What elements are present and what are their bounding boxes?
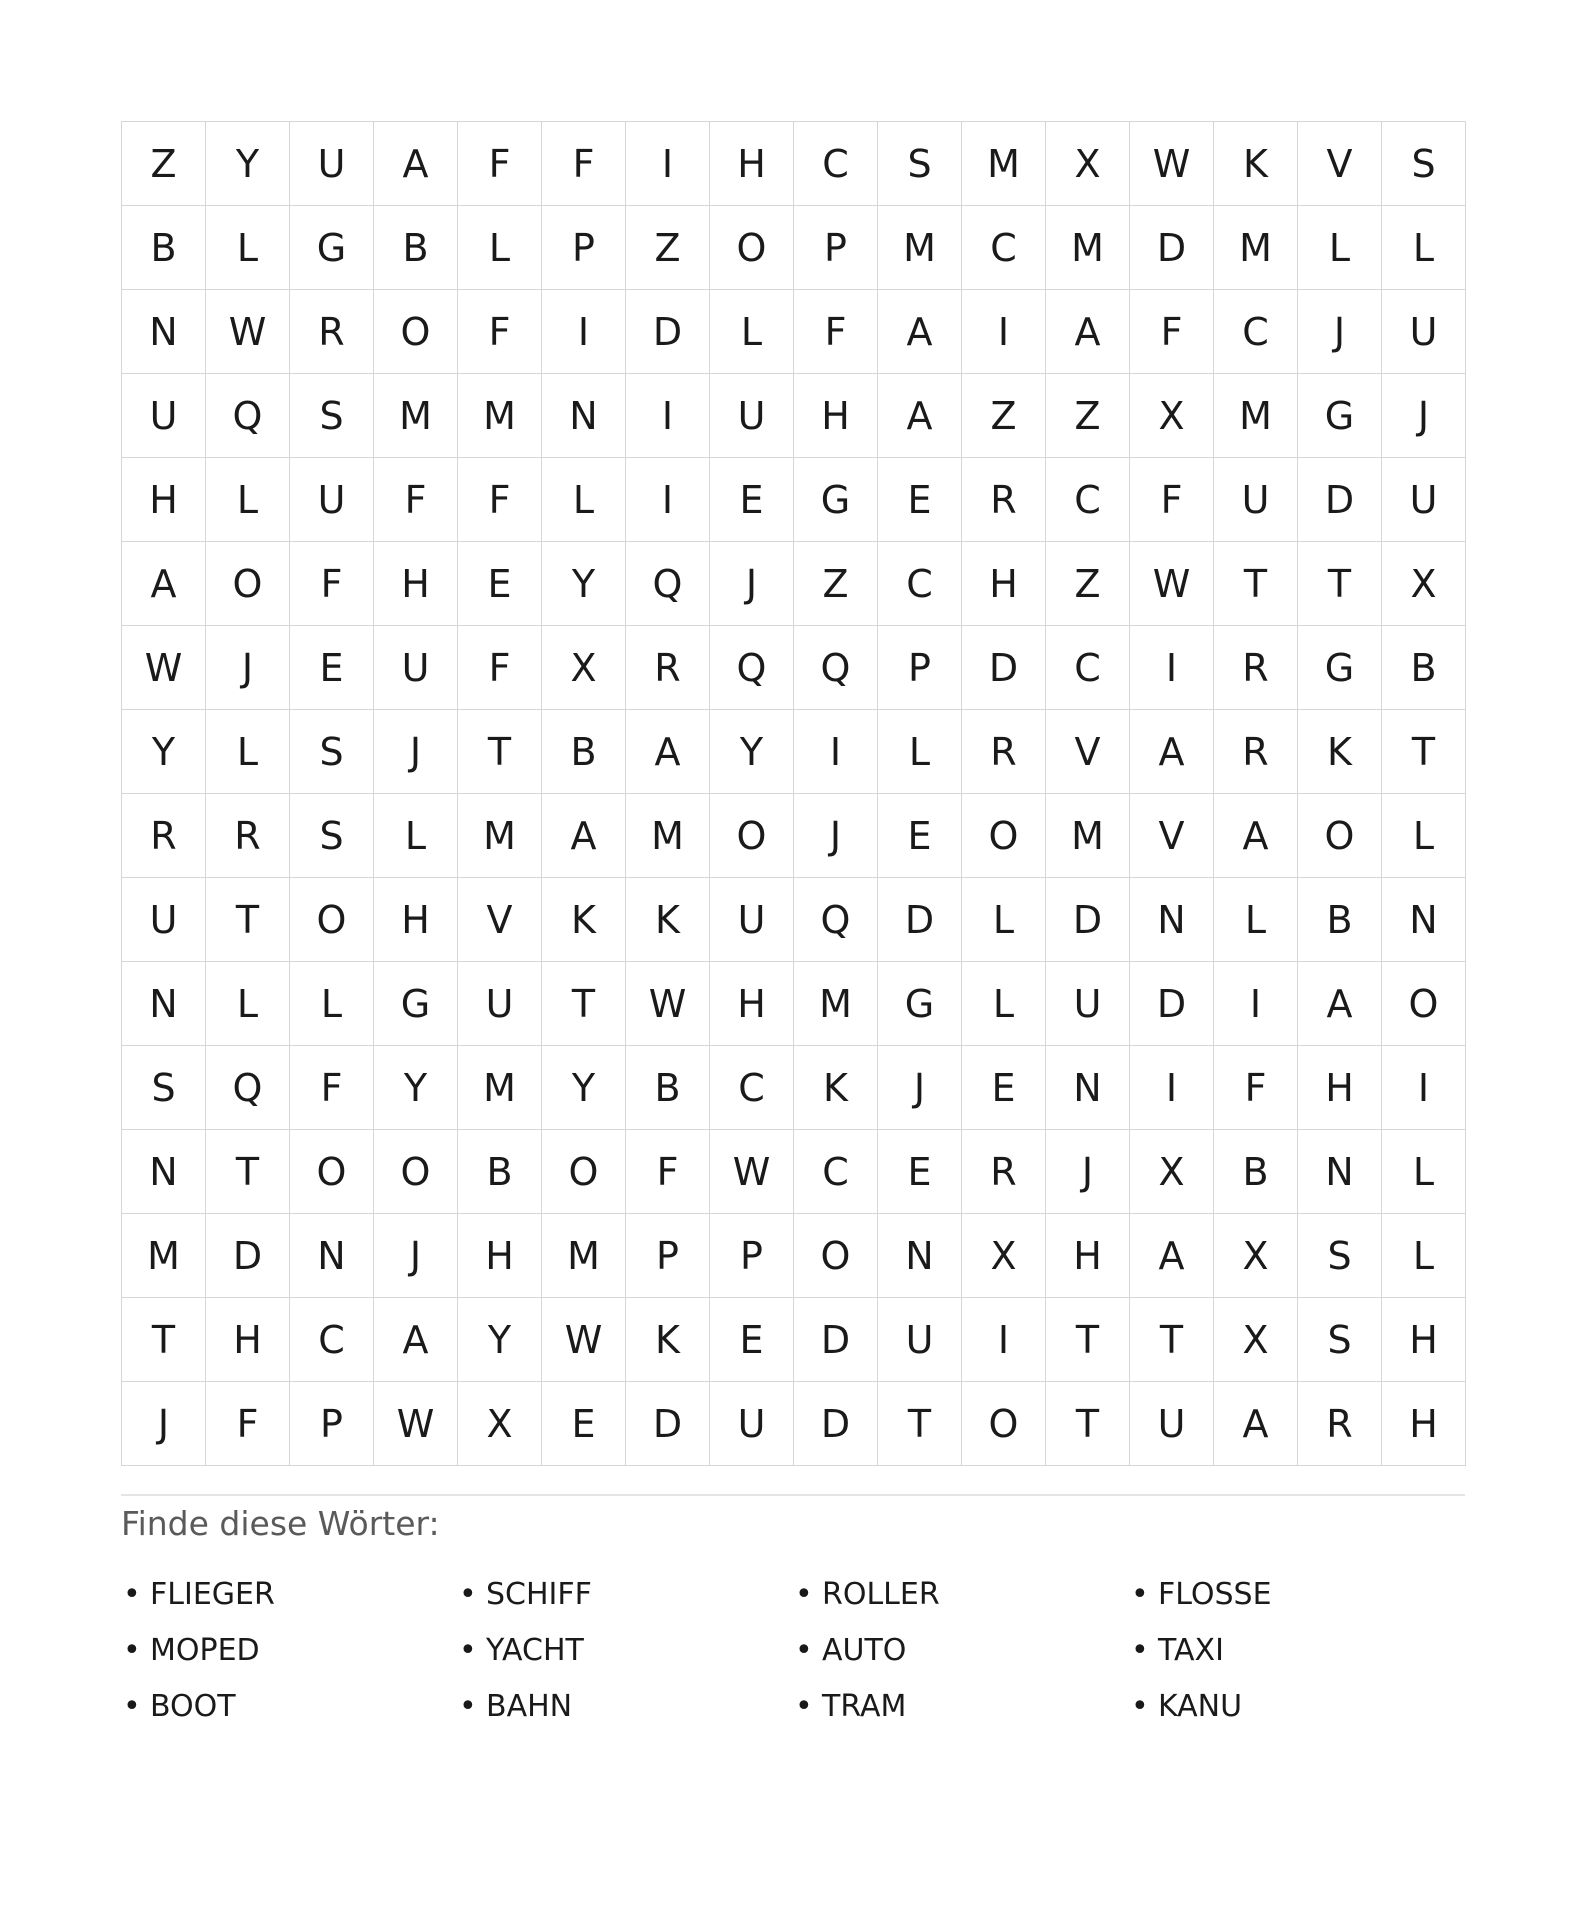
grid-cell[interactable]: A <box>374 1298 458 1382</box>
grid-cell[interactable]: H <box>1298 1046 1382 1130</box>
grid-cell[interactable]: O <box>290 878 374 962</box>
grid-cell[interactable]: U <box>878 1298 962 1382</box>
grid-cell[interactable]: L <box>206 458 290 542</box>
grid-cell[interactable]: D <box>1130 962 1214 1046</box>
grid-cell[interactable]: R <box>1214 710 1298 794</box>
grid-cell[interactable]: P <box>290 1382 374 1466</box>
word-list-item <box>1129 1566 1465 1622</box>
grid-cell[interactable]: X <box>962 1214 1046 1298</box>
grid-cell[interactable]: K <box>794 1046 878 1130</box>
grid-cell[interactable]: Q <box>710 626 794 710</box>
grid-cell[interactable]: B <box>122 206 206 290</box>
word-label: TRAM <box>822 1688 907 1724</box>
grid-cell[interactable]: O <box>206 542 290 626</box>
bullet: • <box>459 1632 477 1668</box>
grid-cell[interactable]: H <box>122 458 206 542</box>
grid-cell[interactable]: H <box>374 878 458 962</box>
grid-cell[interactable]: U <box>710 374 794 458</box>
grid-cell[interactable]: Y <box>542 542 626 626</box>
grid-cell[interactable]: Q <box>794 878 878 962</box>
grid-cell[interactable]: Q <box>206 374 290 458</box>
grid-cell[interactable]: V <box>1130 794 1214 878</box>
grid-cell[interactable]: F <box>626 1130 710 1214</box>
grid-cell[interactable]: S <box>878 122 962 206</box>
grid-cell[interactable]: D <box>1046 878 1130 962</box>
grid-cell[interactable]: L <box>542 458 626 542</box>
word-list-item <box>121 1678 457 1734</box>
grid-cell[interactable]: M <box>794 962 878 1046</box>
grid-cell[interactable]: S <box>290 374 374 458</box>
grid-cell[interactable]: V <box>1298 122 1382 206</box>
grid-cell[interactable]: B <box>458 1130 542 1214</box>
grid-cell[interactable]: X <box>1046 122 1130 206</box>
grid-cell[interactable]: C <box>1046 626 1130 710</box>
word-label: ROLLER <box>822 1576 940 1612</box>
word-list-item <box>1129 1622 1465 1678</box>
grid-cell[interactable]: A <box>1130 710 1214 794</box>
grid-cell[interactable]: V <box>1046 710 1130 794</box>
word-label: BOOT <box>150 1688 236 1724</box>
grid-cell[interactable]: C <box>794 1130 878 1214</box>
grid-cell[interactable]: N <box>122 290 206 374</box>
word-list-item <box>793 1678 1129 1734</box>
grid-cell[interactable]: G <box>374 962 458 1046</box>
grid-cell[interactable]: T <box>122 1298 206 1382</box>
word-list-item <box>793 1622 1129 1678</box>
grid-cell[interactable]: J <box>710 542 794 626</box>
grid-cell[interactable]: O <box>290 1130 374 1214</box>
grid-cell[interactable]: C <box>1046 458 1130 542</box>
grid-cell[interactable]: A <box>1214 1382 1298 1466</box>
grid-cell[interactable]: N <box>1130 878 1214 962</box>
grid-cell[interactable]: U <box>374 626 458 710</box>
grid-cell[interactable]: I <box>626 374 710 458</box>
grid-cell[interactable]: W <box>122 626 206 710</box>
grid-cell[interactable]: F <box>458 290 542 374</box>
grid-cell[interactable]: G <box>1298 374 1382 458</box>
grid-cell[interactable]: R <box>626 626 710 710</box>
bullet: • <box>1131 1576 1149 1612</box>
word-label: KANU <box>1158 1688 1243 1724</box>
grid-cell[interactable]: F <box>458 122 542 206</box>
grid-cell[interactable]: W <box>710 1130 794 1214</box>
bullet: • <box>1131 1632 1149 1668</box>
grid-cell[interactable]: K <box>626 878 710 962</box>
grid-cell[interactable]: O <box>1298 794 1382 878</box>
grid-cell[interactable]: L <box>1382 206 1466 290</box>
grid-cell[interactable]: I <box>626 458 710 542</box>
letter-grid <box>121 121 1466 1466</box>
bullet: • <box>795 1688 813 1724</box>
grid-cell[interactable]: I <box>542 290 626 374</box>
grid-cell[interactable]: U <box>290 122 374 206</box>
grid-cell[interactable]: E <box>878 1130 962 1214</box>
grid-cell[interactable]: L <box>878 710 962 794</box>
grid-cell[interactable]: W <box>1130 542 1214 626</box>
grid-cell[interactable]: U <box>1130 1382 1214 1466</box>
grid-cell[interactable]: H <box>1382 1382 1466 1466</box>
grid-cell[interactable]: R <box>962 1130 1046 1214</box>
grid-cell[interactable]: Z <box>794 542 878 626</box>
bullet: • <box>123 1632 141 1668</box>
grid-cell[interactable]: P <box>626 1214 710 1298</box>
word-label: AUTO <box>822 1632 907 1668</box>
grid-cell[interactable]: O <box>1382 962 1466 1046</box>
grid-cell[interactable]: U <box>1214 458 1298 542</box>
grid-cell[interactable]: F <box>290 1046 374 1130</box>
grid-cell[interactable]: Z <box>1046 374 1130 458</box>
grid-cell[interactable]: X <box>1382 542 1466 626</box>
grid-cell[interactable]: B <box>1382 626 1466 710</box>
grid-cell[interactable]: T <box>1046 1382 1130 1466</box>
grid-cell[interactable]: T <box>1382 710 1466 794</box>
grid-cell[interactable]: N <box>1046 1046 1130 1130</box>
grid-cell[interactable]: M <box>1214 206 1298 290</box>
grid-cell[interactable]: U <box>122 374 206 458</box>
grid-cell[interactable]: J <box>206 626 290 710</box>
grid-cell[interactable]: J <box>1046 1130 1130 1214</box>
grid-cell[interactable]: T <box>206 878 290 962</box>
grid-cell[interactable]: L <box>458 206 542 290</box>
grid-cell[interactable]: H <box>458 1214 542 1298</box>
grid-cell[interactable]: F <box>1130 290 1214 374</box>
grid-cell[interactable]: F <box>206 1382 290 1466</box>
grid-cell[interactable]: A <box>374 122 458 206</box>
grid-cell[interactable]: D <box>878 878 962 962</box>
grid-cell[interactable]: W <box>626 962 710 1046</box>
grid-cell[interactable]: T <box>1214 542 1298 626</box>
grid-cell[interactable]: I <box>962 290 1046 374</box>
grid-cell[interactable]: D <box>962 626 1046 710</box>
grid-cell[interactable]: B <box>626 1046 710 1130</box>
grid-cell[interactable]: Z <box>962 374 1046 458</box>
grid-cell[interactable]: Y <box>542 1046 626 1130</box>
grid-cell[interactable]: L <box>206 206 290 290</box>
grid-cell[interactable]: Q <box>626 542 710 626</box>
grid-cell[interactable]: R <box>962 710 1046 794</box>
grid-cell[interactable]: L <box>374 794 458 878</box>
grid-cell[interactable]: R <box>206 794 290 878</box>
grid-cell[interactable]: L <box>1214 878 1298 962</box>
grid-cell[interactable]: H <box>962 542 1046 626</box>
grid-cell[interactable]: M <box>458 1046 542 1130</box>
grid-cell[interactable]: S <box>1298 1298 1382 1382</box>
grid-cell[interactable]: C <box>794 122 878 206</box>
grid-cell[interactable]: A <box>1046 290 1130 374</box>
grid-cell[interactable]: R <box>290 290 374 374</box>
grid-cell[interactable]: W <box>374 1382 458 1466</box>
grid-cell[interactable]: K <box>1214 122 1298 206</box>
grid-cell[interactable]: E <box>962 1046 1046 1130</box>
grid-cell[interactable]: I <box>962 1298 1046 1382</box>
grid-cell[interactable]: L <box>710 290 794 374</box>
grid-cell[interactable]: A <box>122 542 206 626</box>
word-list-heading: Finde diese Wörter: <box>121 1504 440 1543</box>
grid-cell[interactable]: Y <box>458 1298 542 1382</box>
grid-cell[interactable]: H <box>794 374 878 458</box>
grid-cell[interactable]: F <box>458 458 542 542</box>
grid-cell[interactable]: I <box>1130 626 1214 710</box>
word-list <box>121 1566 1465 1734</box>
grid-cell[interactable]: E <box>710 1298 794 1382</box>
grid-cell[interactable]: O <box>374 1130 458 1214</box>
grid-cell[interactable]: N <box>1298 1130 1382 1214</box>
grid-cell[interactable]: D <box>794 1298 878 1382</box>
grid-cell[interactable]: S <box>290 794 374 878</box>
grid-cell[interactable]: B <box>374 206 458 290</box>
grid-cell[interactable]: T <box>542 962 626 1046</box>
word-label: SCHIFF <box>486 1576 592 1612</box>
bullet: • <box>459 1576 477 1612</box>
word-list-item <box>457 1622 793 1678</box>
grid-cell[interactable]: X <box>1130 1130 1214 1214</box>
grid-cell[interactable]: M <box>458 794 542 878</box>
grid-cell[interactable]: O <box>542 1130 626 1214</box>
grid-cell[interactable]: M <box>962 122 1046 206</box>
grid-cell[interactable]: R <box>1214 626 1298 710</box>
word-label: BAHN <box>486 1688 573 1724</box>
grid-cell[interactable]: L <box>1382 1130 1466 1214</box>
grid-cell[interactable]: X <box>1130 374 1214 458</box>
grid-cell[interactable]: L <box>206 962 290 1046</box>
grid-cell[interactable]: M <box>878 206 962 290</box>
grid-cell[interactable]: T <box>206 1130 290 1214</box>
grid-cell[interactable]: F <box>1130 458 1214 542</box>
grid-cell[interactable]: F <box>1214 1046 1298 1130</box>
word-label: FLOSSE <box>1158 1576 1272 1612</box>
grid-cell[interactable]: A <box>878 374 962 458</box>
word-list-item <box>457 1678 793 1734</box>
grid-cell[interactable]: M <box>374 374 458 458</box>
grid-cell[interactable]: A <box>1214 794 1298 878</box>
word-label: FLIEGER <box>150 1576 275 1612</box>
grid-cell[interactable]: W <box>542 1298 626 1382</box>
grid-cell[interactable]: J <box>878 1046 962 1130</box>
grid-cell[interactable]: X <box>1214 1298 1298 1382</box>
grid-cell[interactable]: T <box>458 710 542 794</box>
grid-cell[interactable]: G <box>878 962 962 1046</box>
grid-cell[interactable]: N <box>542 374 626 458</box>
grid-cell[interactable]: T <box>1046 1298 1130 1382</box>
word-label: YACHT <box>486 1632 584 1668</box>
bullet: • <box>1131 1688 1149 1724</box>
grid-cell[interactable]: J <box>374 710 458 794</box>
grid-cell[interactable]: M <box>1214 374 1298 458</box>
grid-cell[interactable]: B <box>1298 878 1382 962</box>
grid-cell[interactable]: O <box>962 1382 1046 1466</box>
grid-cell[interactable]: R <box>1298 1382 1382 1466</box>
grid-cell[interactable]: Y <box>122 710 206 794</box>
grid-cell[interactable]: Q <box>794 626 878 710</box>
grid-cell[interactable]: F <box>290 542 374 626</box>
grid-cell[interactable]: M <box>458 374 542 458</box>
grid-cell[interactable]: Y <box>206 122 290 206</box>
grid-cell[interactable]: H <box>1382 1298 1466 1382</box>
grid-cell[interactable]: Y <box>374 1046 458 1130</box>
grid-cell[interactable]: H <box>206 1298 290 1382</box>
grid-cell[interactable]: P <box>878 626 962 710</box>
grid-cell[interactable]: C <box>710 1046 794 1130</box>
grid-cell[interactable]: F <box>542 122 626 206</box>
grid-cell[interactable]: I <box>1130 1046 1214 1130</box>
grid-cell[interactable]: U <box>290 458 374 542</box>
grid-cell[interactable]: L <box>1382 794 1466 878</box>
grid-cell[interactable]: O <box>710 794 794 878</box>
grid-cell[interactable]: P <box>542 206 626 290</box>
grid-cell[interactable]: Z <box>122 122 206 206</box>
grid-cell[interactable]: I <box>794 710 878 794</box>
grid-cell[interactable]: K <box>542 878 626 962</box>
grid-cell[interactable]: L <box>962 962 1046 1046</box>
grid-cell[interactable]: D <box>1298 458 1382 542</box>
word-label: TAXI <box>1158 1632 1224 1668</box>
grid-cell[interactable]: N <box>1382 878 1466 962</box>
word-list-item <box>121 1622 457 1678</box>
grid-cell[interactable]: Q <box>206 1046 290 1130</box>
grid-cell[interactable]: U <box>458 962 542 1046</box>
word-list-item <box>1129 1678 1465 1734</box>
grid-cell[interactable]: L <box>206 710 290 794</box>
grid-cell[interactable]: O <box>794 1214 878 1298</box>
grid-cell[interactable]: L <box>962 878 1046 962</box>
grid-cell[interactable]: W <box>1130 122 1214 206</box>
grid-cell[interactable]: E <box>710 458 794 542</box>
grid-cell[interactable]: H <box>710 962 794 1046</box>
grid-cell[interactable]: J <box>1298 290 1382 374</box>
grid-cell[interactable]: A <box>542 794 626 878</box>
word-list-item <box>121 1566 457 1622</box>
grid-cell[interactable]: F <box>458 626 542 710</box>
grid-cell[interactable]: X <box>542 626 626 710</box>
grid-cell[interactable]: J <box>1382 374 1466 458</box>
word-search-puzzle <box>121 121 1465 1734</box>
grid-cell[interactable]: I <box>1214 962 1298 1046</box>
grid-cell[interactable]: P <box>710 1214 794 1298</box>
grid-cell[interactable]: C <box>290 1298 374 1382</box>
grid-cell[interactable]: D <box>1130 206 1214 290</box>
grid-cell[interactable]: L <box>1382 1214 1466 1298</box>
grid-cell[interactable]: H <box>374 542 458 626</box>
grid-cell[interactable]: F <box>374 458 458 542</box>
divider <box>121 1494 1465 1496</box>
grid-cell[interactable]: U <box>1382 458 1466 542</box>
grid-cell[interactable]: S <box>1382 122 1466 206</box>
grid-cell[interactable]: M <box>1046 206 1130 290</box>
grid-cell[interactable]: R <box>122 794 206 878</box>
word-label: MOPED <box>150 1632 260 1668</box>
grid-cell[interactable]: U <box>1046 962 1130 1046</box>
grid-cell[interactable]: L <box>1298 206 1382 290</box>
grid-cell[interactable]: E <box>878 458 962 542</box>
grid-cell[interactable]: D <box>626 1382 710 1466</box>
grid-cell[interactable]: D <box>206 1214 290 1298</box>
grid-cell[interactable]: S <box>122 1046 206 1130</box>
grid-cell[interactable]: U <box>122 878 206 962</box>
grid-cell[interactable]: D <box>626 290 710 374</box>
grid-cell[interactable]: N <box>122 962 206 1046</box>
grid-cell[interactable]: K <box>1298 710 1382 794</box>
grid-cell[interactable]: Z <box>626 206 710 290</box>
grid-cell[interactable]: U <box>1382 290 1466 374</box>
grid-cell[interactable]: E <box>878 794 962 878</box>
grid-cell[interactable]: R <box>962 458 1046 542</box>
grid-cell[interactable]: V <box>458 878 542 962</box>
grid-cell[interactable]: I <box>626 122 710 206</box>
grid-cell[interactable]: T <box>1298 542 1382 626</box>
grid-cell[interactable]: N <box>290 1214 374 1298</box>
grid-cell[interactable]: X <box>1214 1214 1298 1298</box>
word-list-item <box>793 1566 1129 1622</box>
grid-cell[interactable]: E <box>290 626 374 710</box>
grid-cell[interactable]: I <box>1382 1046 1466 1130</box>
grid-cell[interactable]: G <box>794 458 878 542</box>
grid-cell[interactable]: U <box>710 878 794 962</box>
grid-cell[interactable]: A <box>626 710 710 794</box>
grid-cell[interactable]: Z <box>1046 542 1130 626</box>
grid-cell[interactable]: C <box>1214 290 1298 374</box>
grid-cell[interactable]: C <box>878 542 962 626</box>
grid-cell[interactable]: J <box>794 794 878 878</box>
grid-cell[interactable]: L <box>290 962 374 1046</box>
grid-cell[interactable]: T <box>878 1382 962 1466</box>
grid-cell[interactable]: C <box>962 206 1046 290</box>
grid-cell[interactable]: W <box>206 290 290 374</box>
grid-cell[interactable]: G <box>1298 626 1382 710</box>
bullet: • <box>459 1688 477 1724</box>
grid-cell[interactable]: B <box>542 710 626 794</box>
grid-cell[interactable]: O <box>710 206 794 290</box>
grid-cell[interactable]: H <box>1046 1214 1130 1298</box>
grid-cell[interactable]: O <box>374 290 458 374</box>
bullet: • <box>123 1576 141 1612</box>
grid-cell[interactable]: M <box>122 1214 206 1298</box>
grid-cell[interactable]: A <box>1130 1214 1214 1298</box>
grid-cell[interactable]: K <box>626 1298 710 1382</box>
grid-cell[interactable]: D <box>794 1382 878 1466</box>
grid-cell[interactable]: F <box>794 290 878 374</box>
grid-cell[interactable]: J <box>374 1214 458 1298</box>
bullet: • <box>795 1632 813 1668</box>
grid-cell[interactable]: B <box>1214 1130 1298 1214</box>
grid-cell[interactable]: Y <box>710 710 794 794</box>
grid-cell[interactable]: M <box>626 794 710 878</box>
bullet: • <box>795 1576 813 1612</box>
grid-cell[interactable]: A <box>878 290 962 374</box>
grid-cell[interactable]: M <box>542 1214 626 1298</box>
grid-cell[interactable]: E <box>542 1382 626 1466</box>
grid-cell[interactable]: N <box>122 1130 206 1214</box>
grid-cell[interactable]: J <box>122 1382 206 1466</box>
grid-cell[interactable]: N <box>878 1214 962 1298</box>
grid-cell[interactable]: T <box>1130 1298 1214 1382</box>
grid-cell[interactable]: X <box>458 1382 542 1466</box>
grid-cell[interactable]: G <box>290 206 374 290</box>
word-list-item <box>457 1566 793 1622</box>
grid-cell[interactable]: P <box>794 206 878 290</box>
grid-cell[interactable]: M <box>1046 794 1130 878</box>
grid-cell[interactable]: A <box>1298 962 1382 1046</box>
grid-cell[interactable]: O <box>962 794 1046 878</box>
grid-cell[interactable]: E <box>458 542 542 626</box>
grid-cell[interactable]: H <box>710 122 794 206</box>
grid-cell[interactable]: S <box>1298 1214 1382 1298</box>
grid-cell[interactable]: U <box>710 1382 794 1466</box>
bullet: • <box>123 1688 141 1724</box>
grid-cell[interactable]: S <box>290 710 374 794</box>
